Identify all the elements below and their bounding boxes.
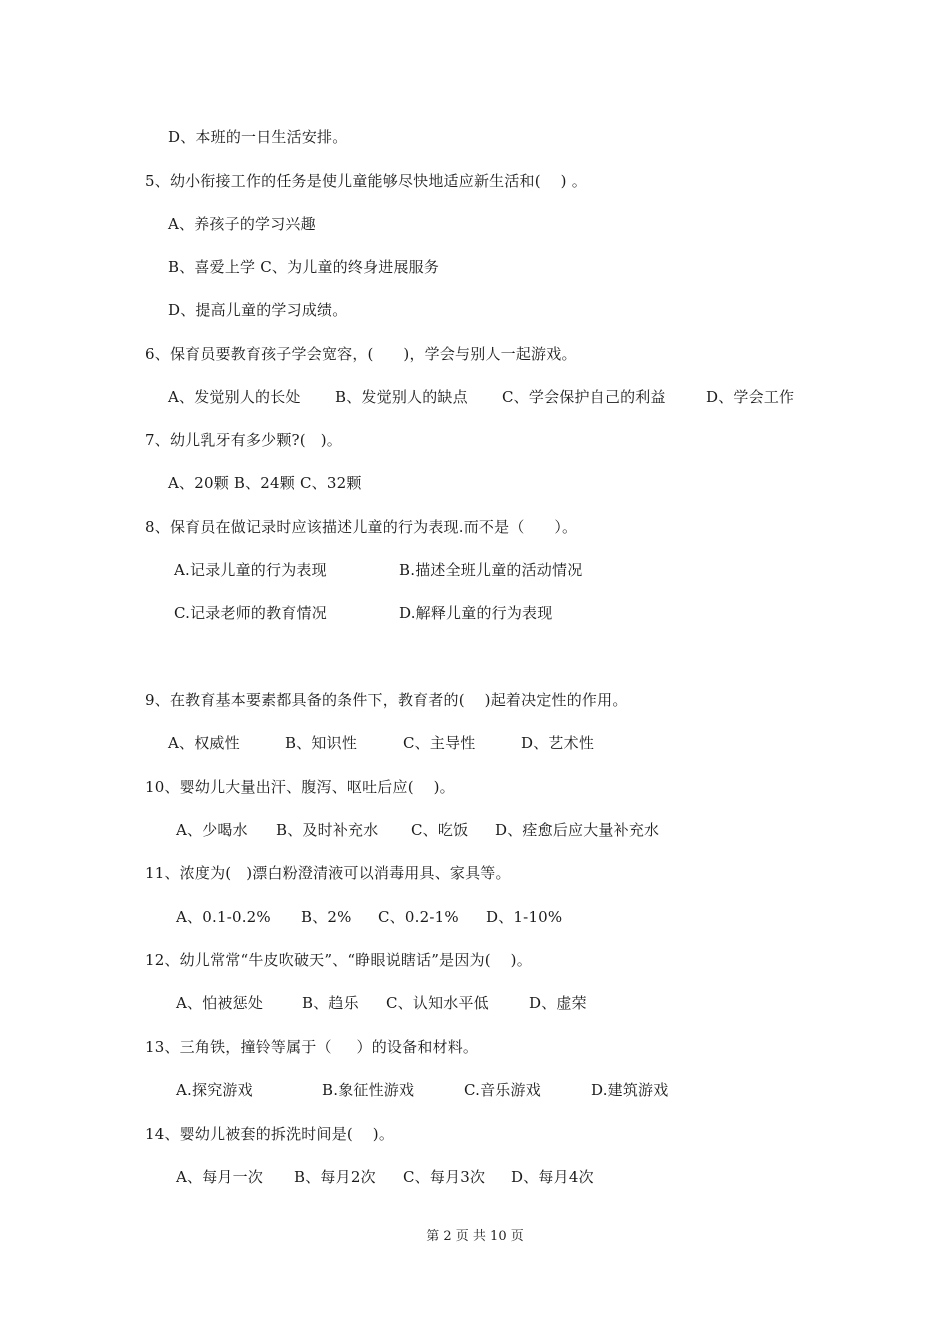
q10-option-c: C、吃饭 [411, 821, 469, 839]
q13-option-a: A.探究游戏 [176, 1081, 253, 1099]
q10-option-b: B、及时补充水 [276, 821, 379, 839]
q11-option-a: A、0.1-0.2% [176, 908, 271, 926]
q6-option-a: A、发觉别人的长处 [168, 388, 301, 406]
q12-option-a: A、怕被惩处 [176, 994, 264, 1012]
q11-option-d: D、1-10% [486, 908, 563, 926]
q5-option-bc: B、喜爱上学 C、为儿童的终身进展服务 [168, 258, 440, 276]
q14-option-c: C、每月3次 [403, 1168, 486, 1186]
q9-option-b: B、知识性 [285, 734, 358, 752]
q7-stem: 7、幼儿乳牙有多少颗?( )。 [145, 431, 342, 449]
q6-stem: 6、保育员要教育孩子学会宽容，( )，学会与别人一起游戏。 [145, 345, 577, 363]
q12-option-c: C、认知水平低 [386, 994, 489, 1012]
q14-option-a: A、每月一次 [176, 1168, 264, 1186]
q5-option-a: A、养孩子的学习兴趣 [168, 215, 316, 233]
q8-option-b: B.描述全班儿童的活动情况 [399, 561, 583, 579]
q8-option-a: A.记录儿童的行为表现 [174, 561, 327, 579]
q11-option-b: B、2% [301, 908, 352, 926]
q14-option-b: B、每月2次 [294, 1168, 376, 1186]
q11-stem: 11、浓度为( )漂白粉澄清液可以消毒用具、家具等。 [145, 864, 511, 882]
q6-option-c: C、学会保护自己的利益 [502, 388, 666, 406]
q8-stem: 8、保育员在做记录时应该描述儿童的行为表现.而不是（ ）。 [145, 518, 578, 536]
q10-option-a: A、少喝水 [176, 821, 248, 839]
q10-stem: 10、婴幼儿大量出汗、腹泻、呕吐后应( )。 [145, 778, 455, 796]
q13-option-c: C.音乐游戏 [464, 1081, 541, 1099]
q4-option-d: D、本班的一日生活安排。 [168, 128, 348, 146]
q13-option-d: D.建筑游戏 [591, 1081, 669, 1099]
q5-stem: 5、幼小衔接工作的任务是使儿童能够尽快地适应新生活和( ) 。 [145, 172, 587, 190]
q9-option-c: C、主导性 [403, 734, 476, 752]
q10-option-d: D、痊愈后应大量补充水 [495, 821, 660, 839]
q11-option-c: C、0.2-1% [378, 908, 459, 926]
q5-option-d: D、提高儿童的学习成绩。 [168, 301, 348, 319]
q14-stem: 14、婴幼儿被套的拆洗时间是( )。 [145, 1125, 395, 1143]
q12-option-d: D、虚荣 [529, 994, 587, 1012]
q9-option-d: D、艺术性 [521, 734, 595, 752]
q6-option-d: D、学会工作 [706, 388, 795, 406]
q8-option-c: C.记录老师的教育情况 [174, 604, 327, 622]
q12-option-b: B、趋乐 [302, 994, 359, 1012]
q12-stem: 12、幼儿常常“牛皮吹破天”、“睁眼说瞎话”是因为( )。 [145, 951, 532, 969]
q8-option-d: D.解释儿童的行为表现 [399, 604, 553, 622]
page-footer: 第 2 页 共 10 页 [426, 1229, 524, 1244]
q14-option-d: D、每月4次 [511, 1168, 594, 1186]
q13-stem: 13、三角铁，撞铃等属于（ ）的设备和材料。 [145, 1038, 479, 1056]
q13-option-b: B.象征性游戏 [322, 1081, 415, 1099]
q9-stem: 9、在教育基本要素都具备的条件下，教育者的( )起着决定性的作用。 [145, 691, 628, 709]
q9-option-a: A、权威性 [168, 734, 240, 752]
q7-options: A、20颗 B、24颗 C、32颗 [168, 474, 362, 492]
q6-option-b: B、发觉别人的缺点 [335, 388, 468, 406]
